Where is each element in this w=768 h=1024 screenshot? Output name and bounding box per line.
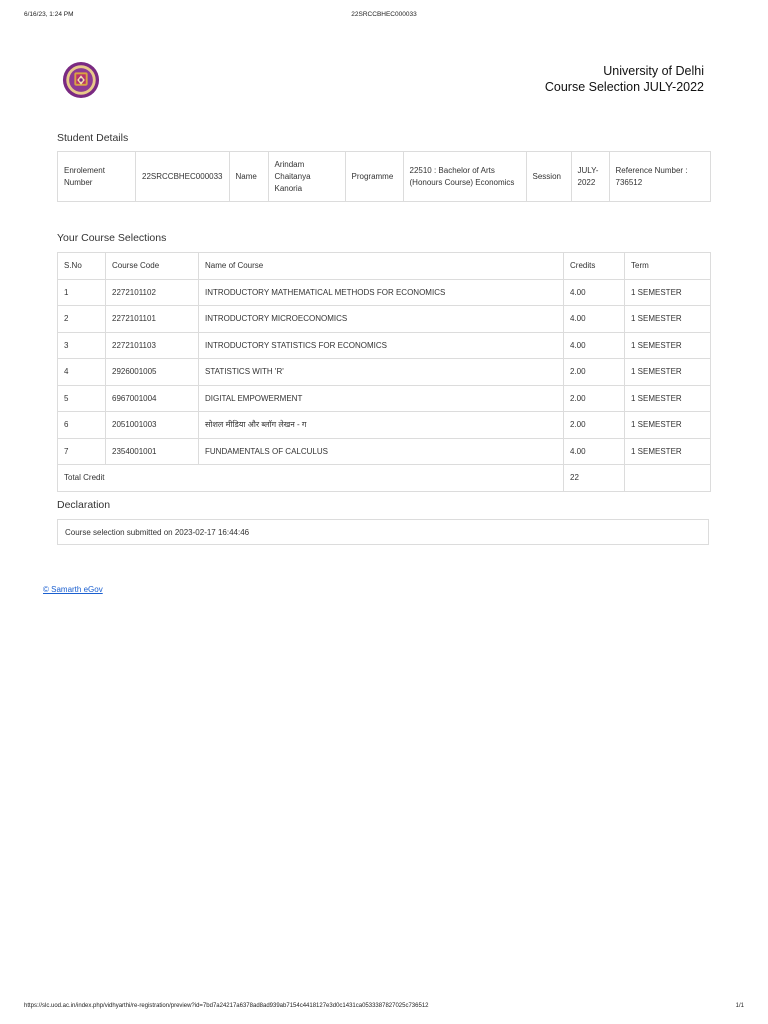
course-row xyxy=(58,306,711,333)
course-name: FUNDAMENTALS OF CALCULUS xyxy=(199,438,564,465)
university-name: University of Delhi xyxy=(603,64,704,78)
course-sno: 4 xyxy=(58,359,106,386)
session-value: JULY-2022 xyxy=(571,152,609,202)
reference-label: Reference Number : xyxy=(615,165,688,175)
student-details-heading: Student Details xyxy=(57,132,129,144)
course-row xyxy=(58,359,711,386)
course-sno: 7 xyxy=(58,438,106,465)
course-term: 1 SEMESTER xyxy=(625,279,711,306)
print-datetime: 6/16/23, 1:24 PM xyxy=(24,11,74,18)
course-credits: 2.00 xyxy=(564,412,625,439)
programme-value: 22510 : Bachelor of Arts (Honours Course) Economics xyxy=(403,152,526,202)
total-credit-value: 22 xyxy=(564,465,625,492)
course-table-header xyxy=(58,253,711,280)
course-term: 1 SEMESTER xyxy=(625,412,711,439)
enrolment-label: Enrolement Number xyxy=(58,152,136,202)
declaration-box xyxy=(57,519,709,545)
course-selections-table xyxy=(57,252,711,492)
course-code: 2272101102 xyxy=(106,279,199,306)
header-course-name: Name of Course xyxy=(199,253,564,280)
course-credits: 2.00 xyxy=(564,385,625,412)
course-selections-heading: Your Course Selections xyxy=(57,232,167,244)
course-sno: 3 xyxy=(58,332,106,359)
session-label: Session xyxy=(526,152,571,202)
course-row xyxy=(58,438,711,465)
course-term: 1 SEMESTER xyxy=(625,438,711,465)
course-term: 1 SEMESTER xyxy=(625,332,711,359)
enrolment-value: 22SRCCBHEC000033 xyxy=(136,152,230,202)
reference-cell xyxy=(609,152,711,202)
reference-value: 736512 xyxy=(615,177,643,187)
course-row xyxy=(58,279,711,306)
course-credits: 4.00 xyxy=(564,332,625,359)
total-credit-label: Total Credit xyxy=(58,465,564,492)
course-term: 1 SEMESTER xyxy=(625,385,711,412)
programme-label: Programme xyxy=(345,152,403,202)
page-number: 1/1 xyxy=(735,1003,744,1009)
header-course-code: Course Code xyxy=(106,253,199,280)
course-sno: 5 xyxy=(58,385,106,412)
course-name: INTRODUCTORY MICROECONOMICS xyxy=(199,306,564,333)
header-credits: Credits xyxy=(564,253,625,280)
university-seal-icon xyxy=(62,61,100,99)
course-row xyxy=(58,332,711,359)
course-name: INTRODUCTORY MATHEMATICAL METHODS FOR ECONOMICS xyxy=(199,279,564,306)
page-url: https://slc.uod.ac.in/index.php/vidhyarthi/re-registration/preview?id=7bd7a24217a6378ad8ad939ab7154c4418127e3d0c1431ca0533387827025c736512 xyxy=(24,1003,429,1009)
declaration-heading: Declaration xyxy=(57,499,111,511)
course-code: 2354001001 xyxy=(106,438,199,465)
course-sno: 2 xyxy=(58,306,106,333)
course-selection-title: Course Selection JULY-2022 xyxy=(544,80,704,94)
samarth-egov-link[interactable]: © Samarth eGov xyxy=(43,585,103,594)
total-credit-row xyxy=(58,465,711,492)
course-name: INTRODUCTORY STATISTICS FOR ECONOMICS xyxy=(199,332,564,359)
header-term: Term xyxy=(625,253,711,280)
print-doc-title: 22SRCCBHEC000033 xyxy=(351,11,417,18)
course-code: 2272101103 xyxy=(106,332,199,359)
student-details-row xyxy=(58,152,711,202)
course-credits: 4.00 xyxy=(564,438,625,465)
course-credits: 4.00 xyxy=(564,306,625,333)
course-sno: 1 xyxy=(58,279,106,306)
course-name: DIGITAL EMPOWERMENT xyxy=(199,385,564,412)
header-sno: S.No xyxy=(58,253,106,280)
course-term: 1 SEMESTER xyxy=(625,359,711,386)
course-name: सोशल मीडिया और ब्लॉग लेखन - ग xyxy=(199,412,564,439)
course-credits: 2.00 xyxy=(564,359,625,386)
university-title xyxy=(545,63,704,95)
course-code: 2272101101 xyxy=(106,306,199,333)
total-credit-empty xyxy=(625,465,711,492)
declaration-text: Course selection submitted on 2023-02-17 16:44:46 xyxy=(65,527,250,537)
name-value: Arindam Chaitanya Kanoria xyxy=(268,152,345,202)
course-term: 1 SEMESTER xyxy=(625,306,711,333)
course-code: 2051001003 xyxy=(106,412,199,439)
name-label: Name xyxy=(229,152,268,202)
course-code: 6967001004 xyxy=(106,385,199,412)
course-row xyxy=(58,412,711,439)
course-row xyxy=(58,385,711,412)
course-name: STATISTICS WITH 'R' xyxy=(199,359,564,386)
student-details-table xyxy=(57,151,711,202)
course-credits: 4.00 xyxy=(564,279,625,306)
course-sno: 6 xyxy=(58,412,106,439)
course-code: 2926001005 xyxy=(106,359,199,386)
